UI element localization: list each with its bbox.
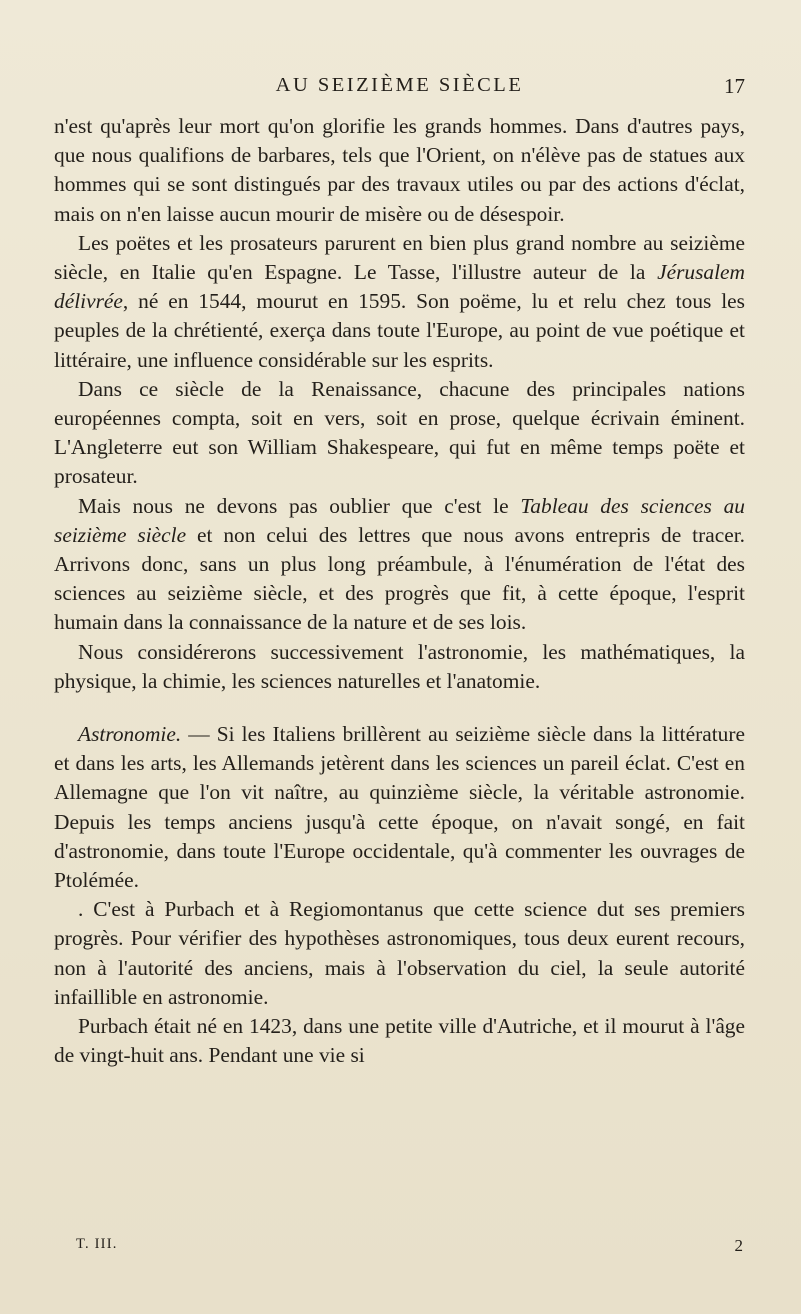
paragraph-4 [54, 492, 745, 638]
paragraph-3 [54, 375, 745, 492]
signature-number: 2 [734, 1236, 743, 1255]
paragraph-text: Mais nous ne devons pas oublier que c'est le [78, 493, 521, 518]
paragraph-text: Dans ce siècle de la Renaissance, chacune des principales nations européennes compta, soit en vers, soit en prose, quelque écrivain éminent. L'Angleterre eut son William Shakespeare, qui fut en même temps poëte et prosateur. [54, 376, 745, 489]
paragraph-text: Purbach était né en 1423, dans une petite ville d'Autriche, et il mourut à l'âge de vingt-huit ans. Pendant une vie si [54, 1014, 745, 1068]
paragraph-8 [54, 1012, 745, 1070]
paragraph-text: Nous considérerons successivement l'astronomie, les mathématiques, la physique, la chimie, les sciences naturelles et l'anatomie. [54, 639, 745, 693]
page-footer [54, 1236, 745, 1262]
book-title-italic: Tableau des sciences au seizième siècle [54, 493, 745, 547]
paragraph-7 [54, 895, 745, 1012]
page-header [54, 70, 745, 104]
book-title-italic: Jérusalem délivrée [54, 260, 745, 314]
body-text [54, 112, 745, 1071]
section-heading-italic: Astronomie. [78, 722, 182, 747]
paragraph-text: n'est qu'après leur mort qu'on glorifie les grands hommes. Dans d'autres pays, que nous qualifions de barbares, tels que l'Orient, on n'élève pas de statues aux hommes qui se sont distingués par des travaux utiles ou par des actions d'éclat, mais on n'en laisse aucun mourir de misère ou de désespoir. [54, 114, 745, 226]
paragraph-text: Les poëtes et les prosateurs parurent en bien plus grand nombre au seizième siècle, en Italie qu'en Espagne. Le Tasse, l'illustre auteur de la [54, 230, 745, 285]
section-gap [54, 696, 745, 720]
running-head: AU SEIZIÈME SIÈCLE [275, 74, 524, 96]
paragraph-2 [54, 229, 745, 375]
paragraph-text: . C'est à Purbach et à Regiomontanus que cette science dut ses premiers progrès. Pour vérifier des hypothèses astronomiques, tous deux eurent recours, non à l'autorité des anciens, mais à l'observation du ciel, la seule autorité infaillible en astronomie. [54, 897, 745, 1009]
paragraph-text-tail: et non celui des lettres que nous avons entrepris de tracer. Arrivons donc, sans un plus long préambule, à l'énumération de l'état des sciences au seizième siècle, et des progrès que fit, à cette époque, l'esprit humain dans la connaissance de la nature et de ses lois. [54, 522, 745, 635]
paragraph-text-tail: , né en 1544, mourut en 1595. Son poëme, lu et relu chez tous les peuples de la chrétienté, exerça dans toute l'Europe, au point de vue poétique et littéraire, une influence considérable sur les esprits. [54, 289, 745, 372]
paragraph-astronomie [54, 720, 745, 895]
page-number: 17 [724, 74, 745, 98]
paragraph-1 [54, 112, 745, 229]
volume-signature: T. III. [76, 1236, 118, 1252]
paragraph-text-tail: — Si les Italiens brillèrent au seizième siècle dans la littérature et dans les arts, les Allemands jetèrent dans les sciences un pareil éclat. C'est en Allemagne que l'on vit naître, au quinzième siècle, la véritable astronomie. Depuis les temps anciens jusqu'à cette époque, on n'avait songé, en fait d'astronomie, dans toute l'Europe occidentale, qu'à commenter les ouvrages de Ptolémée. [54, 722, 745, 893]
paragraph-5 [54, 638, 745, 696]
